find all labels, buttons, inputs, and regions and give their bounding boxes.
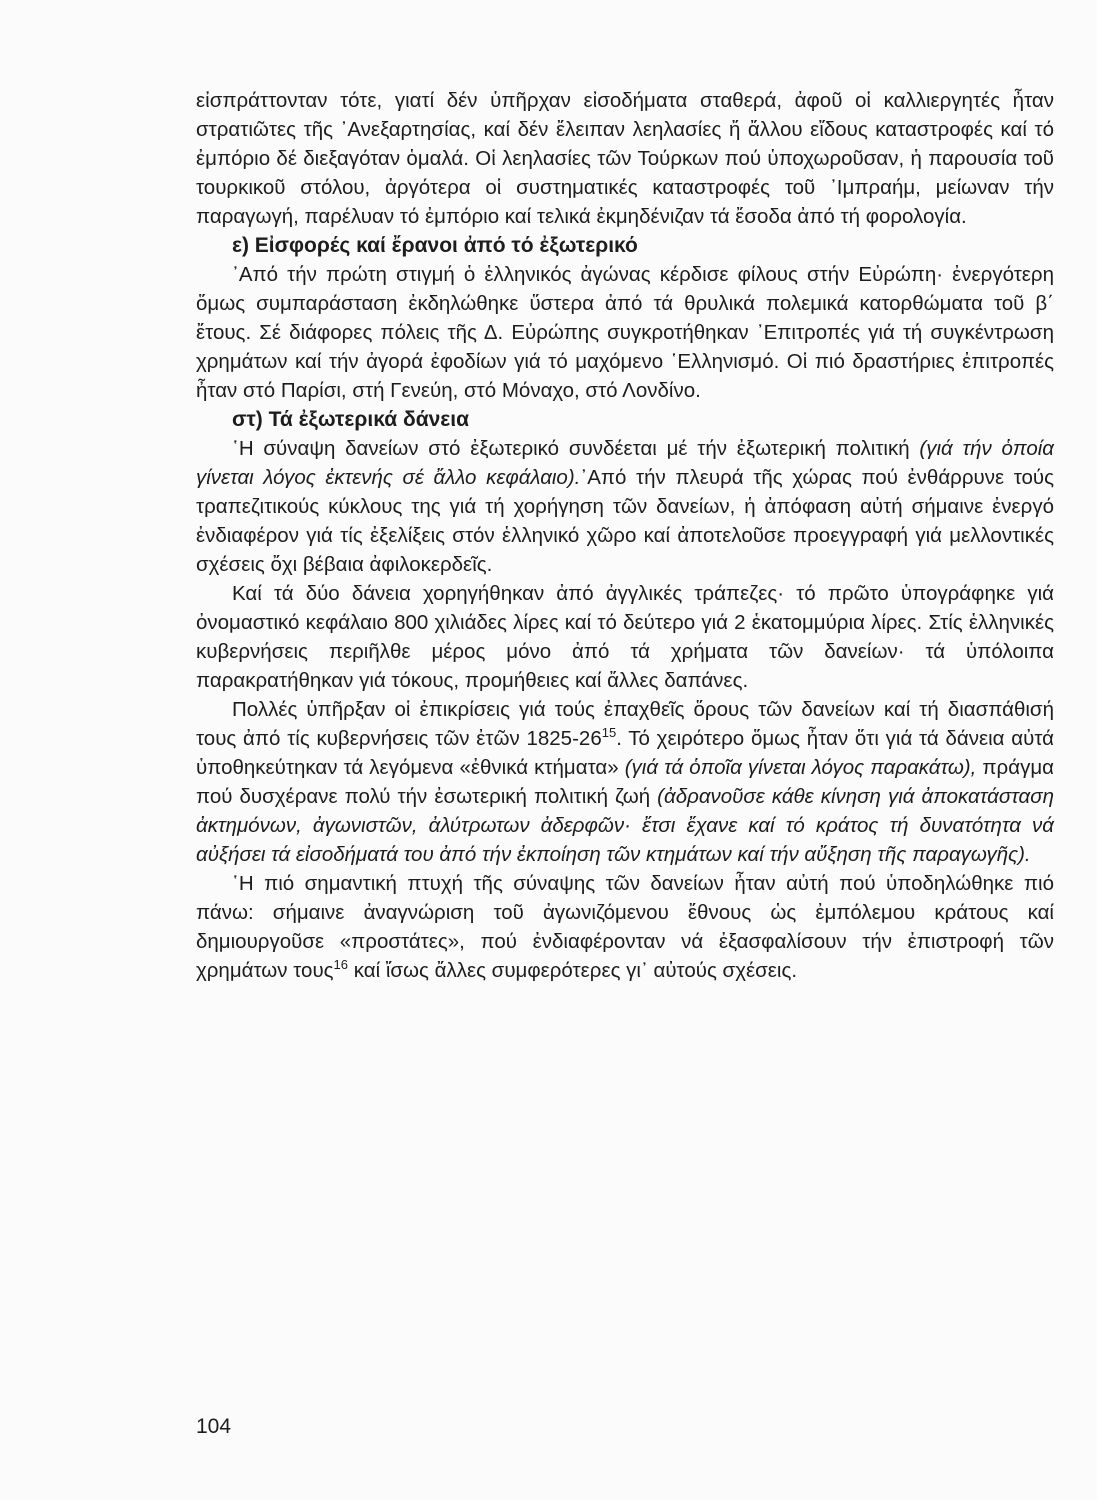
text-span: ῾Η πιό σημαντική πτυχή τῆς σύναψης τῶν δανείων ἦταν αὐτή πού ὑποδηλώθηκε πιό πάνω: σήμαινε ἀναγνώριση τοῦ ἀγωνιζόμενου ἔθνους ὡς ἐμπόλεμου κράτους καί δημιουργοῦσε «προστάτες», πού ἐνδιαφέρονταν νά ἐξασφαλίσουν τήν ἐπιστροφή τῶν χρημάτων τους: [196, 872, 1054, 982]
footnote-ref-16: 16: [333, 957, 349, 973]
paragraph-loans-terms: Καί τά δύο δάνεια χορηγήθηκαν ἀπό ἀγγλικές τράπεζες· τό πρῶτο ὑπογράφηκε γιά ὀνομαστικό κεφάλαιο 800 χιλιάδες λίρες καί τό δεύτερο γιά 2 ἑκατομμύρια λίρες. Στίς ἑλληνικές κυβερνήσεις περιῆλθε μέρος μόνο ἀπό τά χρήματα τῶν δανείων· τά ὑπόλοιπα παρακρατήθηκαν γιά τόκους, προμήθειες καί ἄλλες δαπάνες.: [196, 582, 1054, 692]
page-number: 104: [196, 1415, 232, 1438]
text-span: καί ἴσως ἄλλες συμφερότερες γι᾿ αὐτούς σχέσεις.: [348, 959, 798, 982]
text-span: ᾿Από τήν πλευρά τῆς χώρας πού ἐνθάρρυνε τούς τραπεζιτικούς κύκλους της γιά τή χορήγηση τῶν δανείων, ἡ ἀπόφαση αὐτή σήμαινε ἐνεργό ἐνδιαφέρον γιά τίς ἐξελίξεις στόν ἑλληνικό χῶρο καί ἀποτελοῦσε προεγγραφή γιά μελλοντικές σχέσεις ὄχι βέβαια ἀφιλοκερδεῖς.: [196, 466, 1054, 576]
paragraph-contributions: ᾿Από τήν πρώτη στιγμή ὁ ἑλληνικός ἀγώνας κέρδισε φίλους στήν Εὐρώπη· ἐνεργότερη ὅμως συμπαράσταση ἐκδηλώθηκε ὕστερα ἀπό τά θρυλικά πολεμικά κατορθώματα τοῦ β΄ ἔτους. Σέ διάφορες πόλεις τῆς Δ. Εὐρώπης συγκροτήθηκαν ᾿Επιτροπές γιά τή συγκέντρωση χρημάτων καί τήν ἀγορά ἐφοδίων γιά τό μαχόμενο ῾Ελληνισμό. Οἱ πιό δραστήριες ἐπιτροπές ἦταν στό Παρίσι, στή Γενεύη, στό Μόναχο, στό Λονδίνο.: [196, 263, 1054, 402]
footnote-ref-15: 15: [601, 725, 617, 741]
text-span: ῾Η σύναψη δανείων στό ἐξωτερικό συνδέεται μέ τήν ἐξωτερική πολιτική: [232, 437, 920, 460]
body-text: [196, 86, 1054, 985]
section-heading-foreign-loans: στ) Τά ἐξωτερικά δάνεια: [232, 408, 470, 431]
section-heading-contributions: ε) Εἰσφορές καί ἔρανοι ἀπό τό ἐξωτερικό: [232, 234, 638, 257]
paragraph-taxes: εἰσπράττονταν τότε, γιατί δέν ὑπῆρχαν εἰσοδήματα σταθερά, ἀφοῦ οἱ καλλιεργητές ἦταν στρατιῶτες τῆς ᾿Ανεξαρτησίας, καί δέν ἔλειπαν λεηλασίες ἤ ἄλλου εἴδους καταστροφές καί τό ἐμπόριο δέ διεξαγόταν ὁμαλά. Οἱ λεηλασίες τῶν Τούρκων πού ὑποχωροῦσαν, ἡ παρουσία τοῦ τουρκικοῦ στόλου, ἀργότερα οἱ συστηματικές καταστροφές τοῦ ᾿Ιμπραήμ, μείωναν τήν παραγωγή, παρέλυαν τό ἐμπόριο καί τελικά ἐκμηδένιζαν τά ἔσοδα ἀπό τή φορολογία.: [196, 89, 1054, 228]
text-span: . Τό χειρότερο ὅμως ἦταν ὅτι γιά τά δάνεια αὐτά ὑποθηκεύτηκαν τά λεγόμενα «ἐθνικά κτήματα»: [196, 727, 1054, 779]
paragraph-loans-criticism: [196, 695, 1054, 869]
italic-note: (γιά τήν ὁποία γίνεται λόγος ἐκτενής σέ ἄλλο κεφάλαιο).: [196, 437, 1054, 489]
paragraph-loans-policy: [196, 434, 1054, 579]
italic-note: (ἀδρανοῦσε κάθε κίνηση γιά ἀποκατάσταση ἀκτημόνων, ἀγωνιστῶν, ἀλύτρωτων ἀδερφῶν· ἔτσι ἔχανε καί τό κράτος τή δυνατότητα νά αὐξήσει τά εἰσοδήματά του ἀπό τήν ἐκποίηση τῶν κτημάτων καί τήν αὔξηση τῆς παραγωγῆς).: [196, 785, 1054, 866]
text-span: πράγμα πού δυσχέρανε πολύ τήν ἐσωτερική πολιτική ζωή: [196, 756, 1054, 808]
text-span: Πολλές ὑπῆρξαν οἱ ἐπικρίσεις γιά τούς ἐπαχθεῖς ὅρους τῶν δανείων καί τή διασπάθισή τους ἀπό τίς κυβερνήσεις τῶν ἐτῶν 1825-26: [196, 698, 1054, 750]
paragraph-loans-recognition: [196, 869, 1054, 985]
italic-note: (γιά τά ὁποῖα γίνεται λόγος παρακάτω),: [624, 756, 977, 779]
